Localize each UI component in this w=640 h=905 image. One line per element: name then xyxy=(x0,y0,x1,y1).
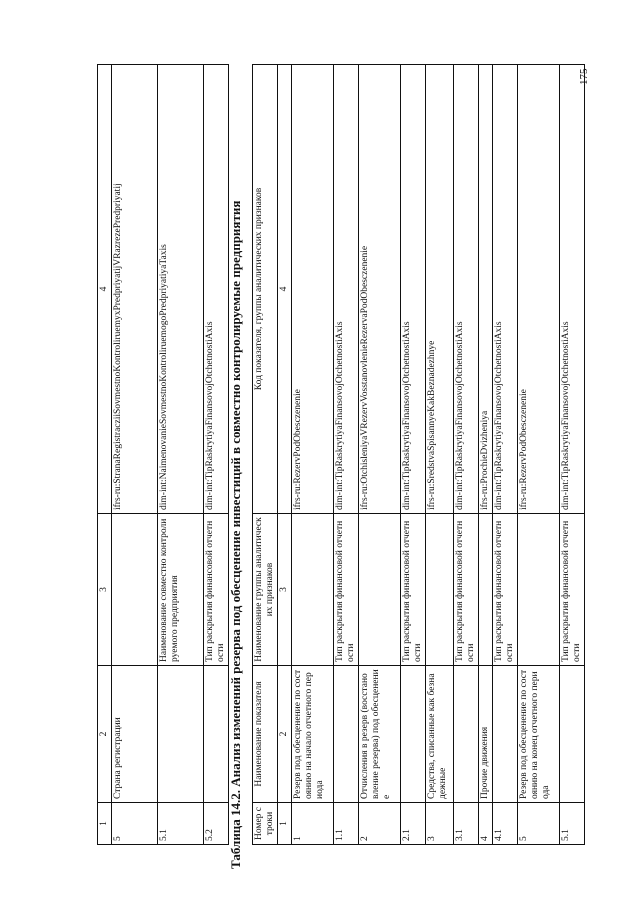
table-row xyxy=(334,65,359,845)
indicator-code: ifrs-ru:RezervPodObesczenenie xyxy=(292,65,334,514)
group-name xyxy=(479,514,493,666)
indicator-code: dim-int:TipRaskrytiyaFinansovojOtchetnostiAxis xyxy=(401,65,426,514)
indicator-code: ifrs-ru:StranaRegistracziiSovmestnoKontroliruemyxPredpriyatijVRazrezePredpriyatij xyxy=(112,65,158,514)
indicator-code: dim-int:TipRaskrytiyaFinansovojOtchetnostiAxis xyxy=(493,65,518,514)
column-number: 4 xyxy=(98,65,112,514)
row-number: 1 xyxy=(292,803,334,845)
row-number: 5.2 xyxy=(204,803,229,845)
column-header: Наименование показателя xyxy=(253,666,278,803)
table-row xyxy=(112,65,158,845)
page-number: 175 xyxy=(578,68,590,85)
table-row xyxy=(493,65,518,845)
header-row xyxy=(253,65,278,845)
table-row xyxy=(204,65,229,845)
group-name xyxy=(359,514,401,666)
continuation-table xyxy=(97,64,229,845)
row-number: 5 xyxy=(518,803,560,845)
column-number-row xyxy=(98,65,112,845)
table-title: Таблица 14.2. Анализ изменений резерва под обесценение инвестиций в совместно контролируемые предприятия xyxy=(228,200,243,869)
row-number: 5 xyxy=(112,803,158,845)
column-number: 3 xyxy=(98,514,112,666)
table-row xyxy=(401,65,426,845)
indicator-code: dim-int:TipRaskrytiyaFinansovojOtchetnostiAxis xyxy=(204,65,229,514)
row-number: 2 xyxy=(359,803,401,845)
indicator-code: dim-int:TipRaskrytiyaFinansovojOtchetnostiAxis xyxy=(560,65,585,514)
indicator-name: Резерв под обесценение по состоянию на конец отчетного периода xyxy=(518,666,560,803)
group-name: Наименование совместно контролируемого предприятия xyxy=(158,514,204,666)
row-number: 3 xyxy=(426,803,454,845)
group-name: Тип раскрытия финансовой отчетности xyxy=(334,514,359,666)
indicator-name xyxy=(493,666,518,803)
indicator-name xyxy=(560,666,585,803)
table-row xyxy=(158,65,204,845)
row-number: 5.1 xyxy=(158,803,204,845)
table-row xyxy=(518,65,560,845)
group-name: Тип раскрытия финансовой отчетности xyxy=(454,514,479,666)
row-number: 5.1 xyxy=(560,803,585,845)
indicator-name xyxy=(454,666,479,803)
indicator-code: dim-int:NaimenovanieSovmestnoKontroliruemogoPredpriyatiyaTaxis xyxy=(158,65,204,514)
group-name: Тип раскрытия финансовой отчетности xyxy=(560,514,585,666)
indicator-name xyxy=(401,666,426,803)
indicator-name xyxy=(204,666,229,803)
row-number: 3.1 xyxy=(454,803,479,845)
group-name xyxy=(112,514,158,666)
column-number: 4 xyxy=(278,65,292,514)
column-number-row xyxy=(278,65,292,845)
table-row xyxy=(454,65,479,845)
indicator-name: Средства, списанные как безнадежные xyxy=(426,666,454,803)
indicator-name xyxy=(158,666,204,803)
indicator-name xyxy=(334,666,359,803)
table-row xyxy=(426,65,454,845)
group-name: Тип раскрытия финансовой отчетности xyxy=(401,514,426,666)
group-name xyxy=(292,514,334,666)
indicator-name: Резерв под обесценение по состоянию на начало отчетного периода xyxy=(292,666,334,803)
column-header: Наименование группы аналитических признаков xyxy=(253,514,278,666)
column-header: Номер строки xyxy=(253,803,278,845)
indicator-name: Отчисления в резерв (восстановление резерва) под обесценение xyxy=(359,666,401,803)
table-row xyxy=(560,65,585,845)
indicator-code: dim-int:TipRaskrytiyaFinansovojOtchetnostiAxis xyxy=(334,65,359,514)
indicator-code: dim-int:TipRaskrytiyaFinansovojOtchetnostiAxis xyxy=(454,65,479,514)
group-name: Тип раскрытия финансовой отчетности xyxy=(204,514,229,666)
indicator-code: ifrs-ru:OtchisleniyaVRezervVosstanovlenieRezervaPodObesczenenie xyxy=(359,65,401,514)
indicator-name: Страна регистрации xyxy=(112,666,158,803)
column-number: 1 xyxy=(278,803,292,845)
row-number: 4.1 xyxy=(493,803,518,845)
row-number: 4 xyxy=(479,803,493,845)
indicator-code: ifrs-ru:ProchieDvizheniya xyxy=(479,65,493,514)
indicator-code: ifrs-ru:RezervPodObesczenenie xyxy=(518,65,560,514)
column-number: 3 xyxy=(278,514,292,666)
table-row xyxy=(479,65,493,845)
reserve-analysis-table xyxy=(252,64,585,845)
group-name xyxy=(518,514,560,666)
group-name xyxy=(426,514,454,666)
indicator-name: Прочие движения xyxy=(479,666,493,803)
group-name: Тип раскрытия финансовой отчетности xyxy=(493,514,518,666)
column-number: 1 xyxy=(98,803,112,845)
indicator-code: ifrs-ru:SredstvaSpisannyeKakBeznadezhnye xyxy=(426,65,454,514)
table-row xyxy=(292,65,334,845)
column-number: 2 xyxy=(98,666,112,803)
row-number: 2.1 xyxy=(401,803,426,845)
row-number: 1.1 xyxy=(334,803,359,845)
column-header: Код показателя, группы аналитических признаков xyxy=(253,65,278,514)
table-row xyxy=(359,65,401,845)
column-number: 2 xyxy=(278,666,292,803)
